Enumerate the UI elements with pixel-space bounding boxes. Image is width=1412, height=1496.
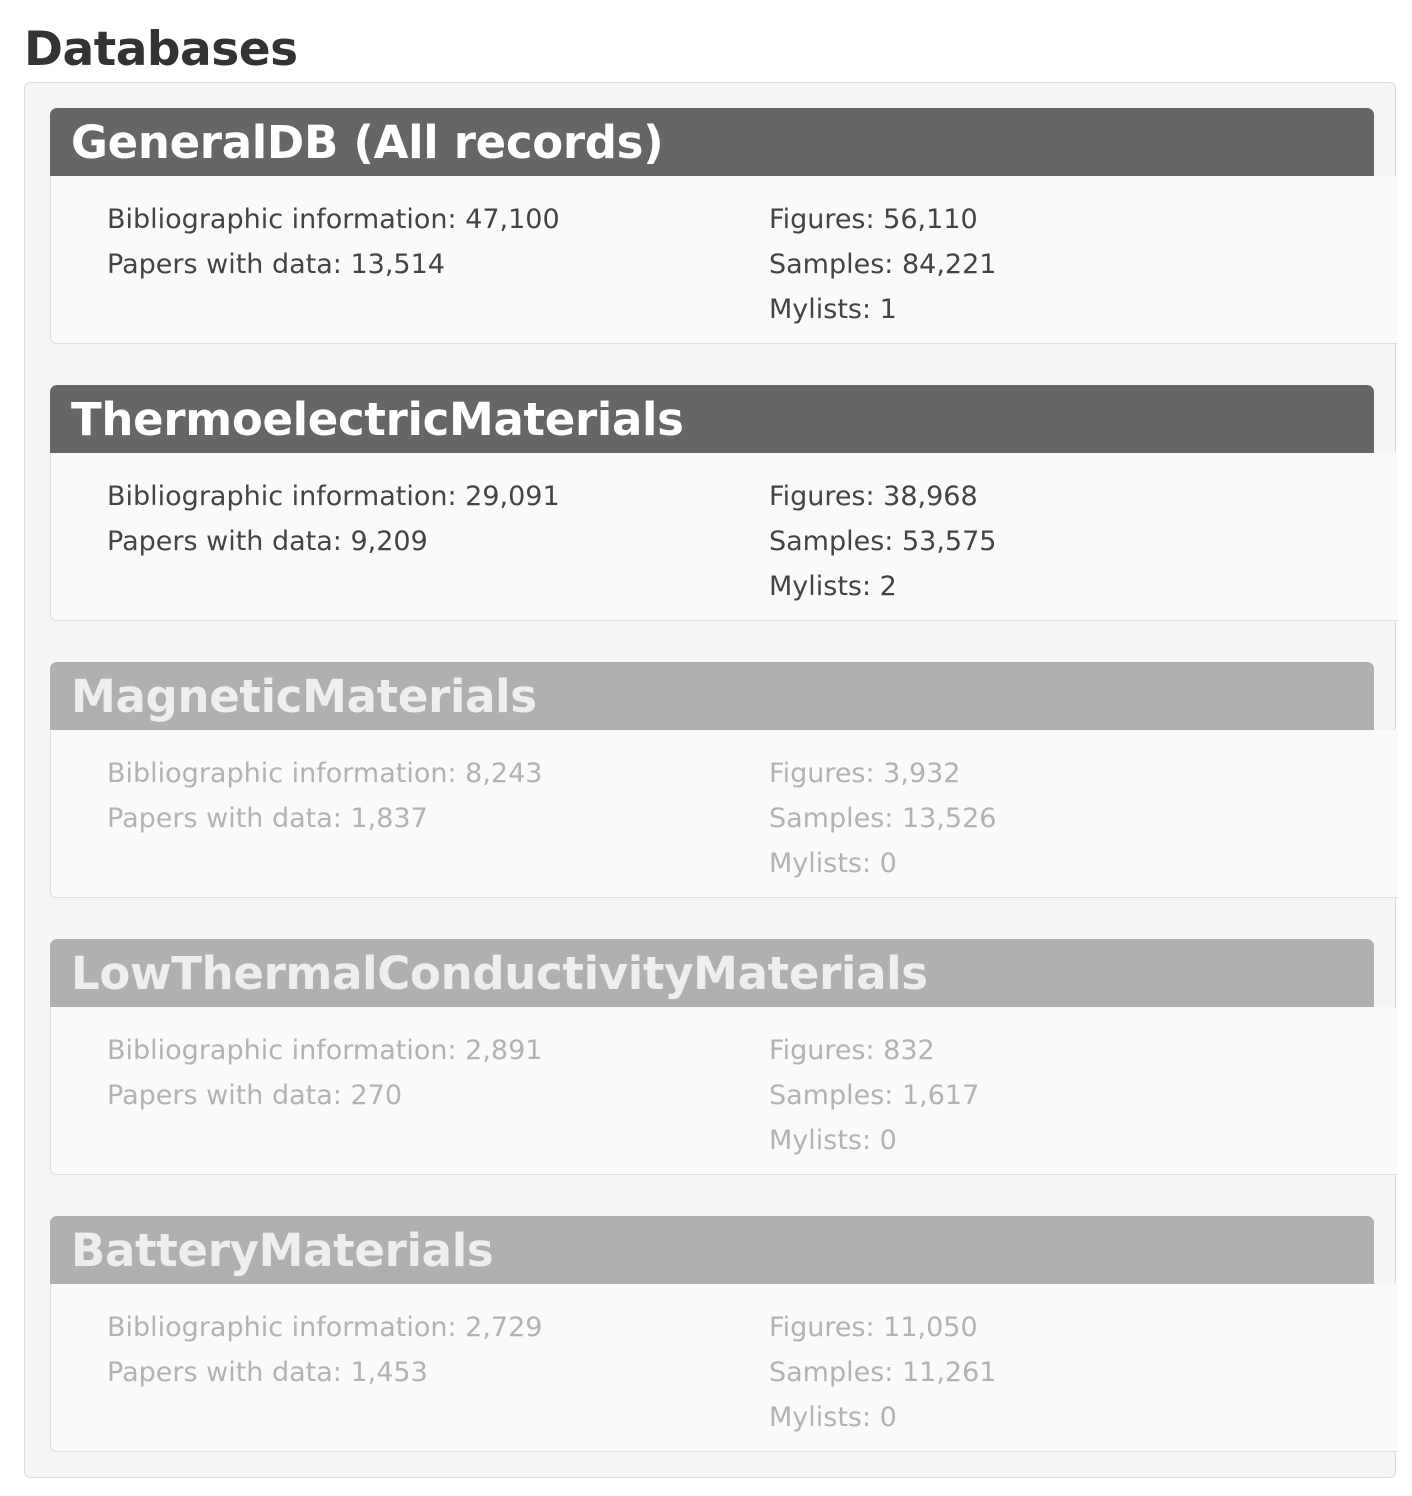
database-title[interactable]: BatteryMaterials — [71, 1223, 494, 1277]
stat-papers-with-data: Papers with data: 13,514 — [107, 249, 445, 280]
database-stats — [50, 453, 1398, 621]
stats-right-column — [769, 197, 996, 332]
database-title[interactable]: GeneralDB (All records) — [71, 115, 664, 169]
stats-right-column — [769, 1305, 996, 1440]
stat-mylists: Mylists: 0 — [769, 1402, 897, 1433]
database-header[interactable] — [50, 939, 1374, 1007]
stat-papers-with-data: Papers with data: 1,837 — [107, 803, 428, 834]
database-stats — [50, 730, 1398, 898]
stats-left-column — [107, 197, 560, 287]
database-header[interactable] — [50, 662, 1374, 730]
stat-papers-with-data: Papers with data: 1,453 — [107, 1357, 428, 1388]
stat-bibliographic: Bibliographic information: 47,100 — [107, 204, 560, 235]
stat-samples: Samples: 84,221 — [769, 249, 997, 280]
stat-figures: Figures: 832 — [769, 1035, 935, 1066]
database-stats — [50, 1284, 1398, 1452]
database-title[interactable]: LowThermalConductivityMaterials — [71, 946, 928, 1000]
stats-left-column — [107, 474, 560, 564]
stat-papers-with-data: Papers with data: 270 — [107, 1080, 403, 1111]
page-title: Databases — [24, 22, 298, 77]
database-card-generaldb[interactable] — [50, 108, 1398, 344]
database-stats — [50, 176, 1398, 344]
stat-bibliographic: Bibliographic information: 8,243 — [107, 758, 543, 789]
stat-mylists: Mylists: 2 — [769, 571, 897, 602]
database-header[interactable] — [50, 108, 1374, 176]
stat-mylists: Mylists: 1 — [769, 294, 897, 325]
stat-figures: Figures: 56,110 — [769, 204, 978, 235]
databases-panel — [24, 82, 1396, 1478]
stat-papers-with-data: Papers with data: 9,209 — [107, 526, 428, 557]
stat-figures: Figures: 38,968 — [769, 481, 978, 512]
stat-samples: Samples: 13,526 — [769, 803, 997, 834]
database-stats — [50, 1007, 1398, 1175]
stat-samples: Samples: 11,261 — [769, 1357, 997, 1388]
database-header[interactable] — [50, 385, 1374, 453]
stat-bibliographic: Bibliographic information: 29,091 — [107, 481, 560, 512]
stats-left-column — [107, 1305, 542, 1395]
stat-mylists: Mylists: 0 — [769, 848, 897, 879]
stat-mylists: Mylists: 0 — [769, 1125, 897, 1156]
database-card-magnetic[interactable] — [50, 662, 1398, 898]
database-card-thermoelectric[interactable] — [50, 385, 1398, 621]
stat-bibliographic: Bibliographic information: 2,729 — [107, 1312, 543, 1343]
stats-left-column — [107, 751, 542, 841]
stat-figures: Figures: 11,050 — [769, 1312, 978, 1343]
database-card-low-thermal-conductivity[interactable] — [50, 939, 1398, 1175]
database-title[interactable]: MagneticMaterials — [71, 669, 537, 723]
database-title[interactable]: ThermoelectricMaterials — [71, 392, 684, 446]
stats-right-column — [769, 1028, 979, 1163]
stats-right-column — [769, 751, 996, 886]
stats-right-column — [769, 474, 996, 609]
stat-samples: Samples: 53,575 — [769, 526, 997, 557]
stat-figures: Figures: 3,932 — [769, 758, 961, 789]
stats-left-column — [107, 1028, 542, 1118]
stat-bibliographic: Bibliographic information: 2,891 — [107, 1035, 543, 1066]
database-card-battery[interactable] — [50, 1216, 1398, 1452]
stat-samples: Samples: 1,617 — [769, 1080, 980, 1111]
database-header[interactable] — [50, 1216, 1374, 1284]
